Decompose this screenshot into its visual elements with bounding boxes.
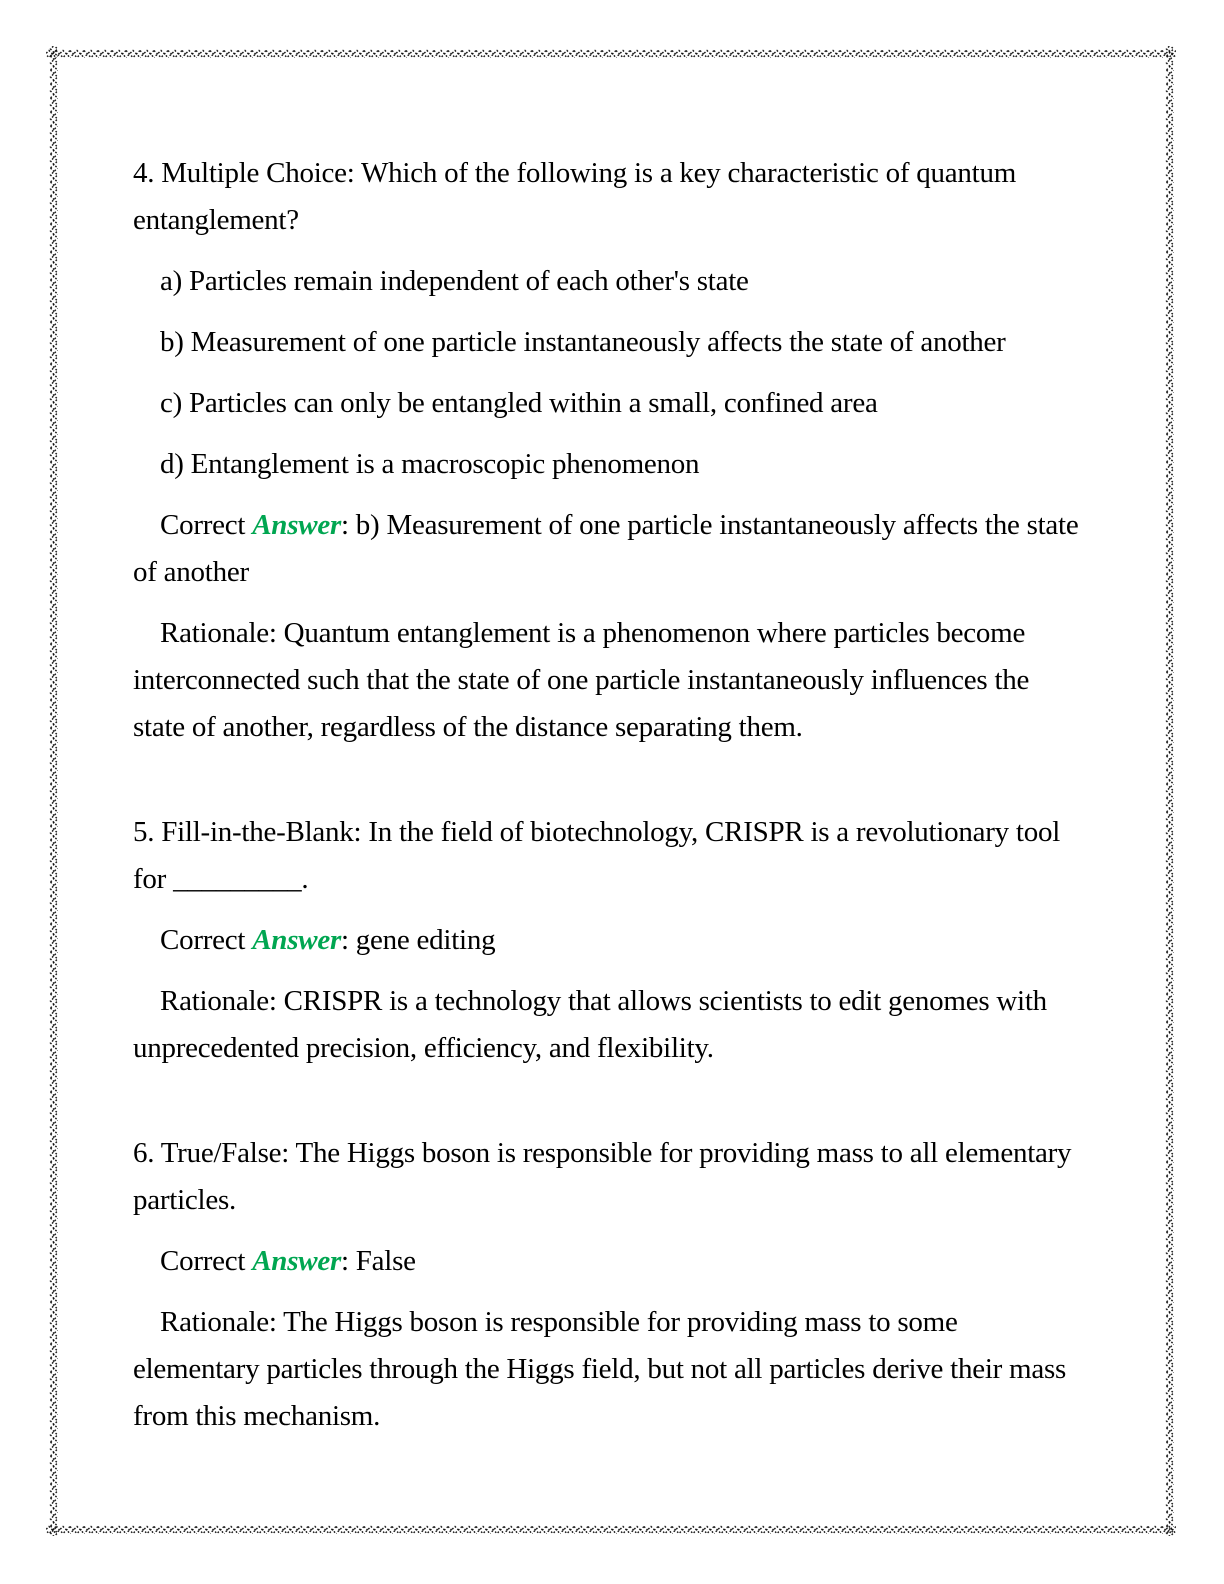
answer-text: : False xyxy=(340,1245,416,1277)
answer-text: : b) Measurement of one particle instantaneously affects the state of another xyxy=(133,509,1079,588)
border-top-band xyxy=(46,46,1176,58)
correct-label: Correct xyxy=(160,509,253,541)
document-page-content xyxy=(133,150,1083,1454)
question-4-rationale: Rationale: Quantum entanglement is a phenomenon where particles become interconnected such that the state of one particle instantaneously influences the state of another, regardless of the distance separating them. xyxy=(133,617,1030,743)
question-4-option-d: d) Entanglement is a macroscopic phenomenon xyxy=(160,448,700,480)
question-5-heading: 5. Fill-in-the-Blank: In the field of biotechnology, CRISPR is a revolutionary tool for _________. xyxy=(133,816,1061,895)
answer-word-highlight: Answer xyxy=(252,1245,341,1277)
question-5-correct-answer-line xyxy=(133,917,1083,964)
correct-label: Correct xyxy=(160,924,253,956)
question-4-option-a: a) Particles remain independent of each other's state xyxy=(160,265,749,297)
question-5-section xyxy=(133,809,1083,1072)
question-6-rationale: Rationale: The Higgs boson is responsible for providing mass to some elementary particles through the Higgs field, but not all particles derive their mass from this mechanism. xyxy=(133,1306,1067,1432)
answer-word-highlight: Answer xyxy=(252,509,341,541)
answer-text: : gene editing xyxy=(340,924,496,956)
question-4-section xyxy=(133,150,1083,751)
question-6-correct-answer-line xyxy=(133,1238,1083,1285)
question-4-option-c: c) Particles can only be entangled within a small, confined area xyxy=(160,387,878,419)
question-4-heading: 4. Multiple Choice: Which of the following is a key characteristic of quantum entanglement? xyxy=(133,157,1017,236)
border-left-band xyxy=(46,46,58,1536)
border-bottom-band xyxy=(46,1524,1176,1536)
question-4-correct-answer-line xyxy=(133,502,1083,596)
question-4-option-b: b) Measurement of one particle instantaneously affects the state of another xyxy=(160,326,1006,358)
border-right-band xyxy=(1164,46,1176,1536)
correct-label: Correct xyxy=(160,1245,253,1277)
answer-word-highlight: Answer xyxy=(252,924,341,956)
question-6-section xyxy=(133,1130,1083,1440)
question-6-heading: 6. True/False: The Higgs boson is responsible for providing mass to all elementary particles. xyxy=(133,1137,1072,1216)
question-5-rationale: Rationale: CRISPR is a technology that allows scientists to edit genomes with unprecedented precision, efficiency, and flexibility. xyxy=(133,985,1047,1064)
